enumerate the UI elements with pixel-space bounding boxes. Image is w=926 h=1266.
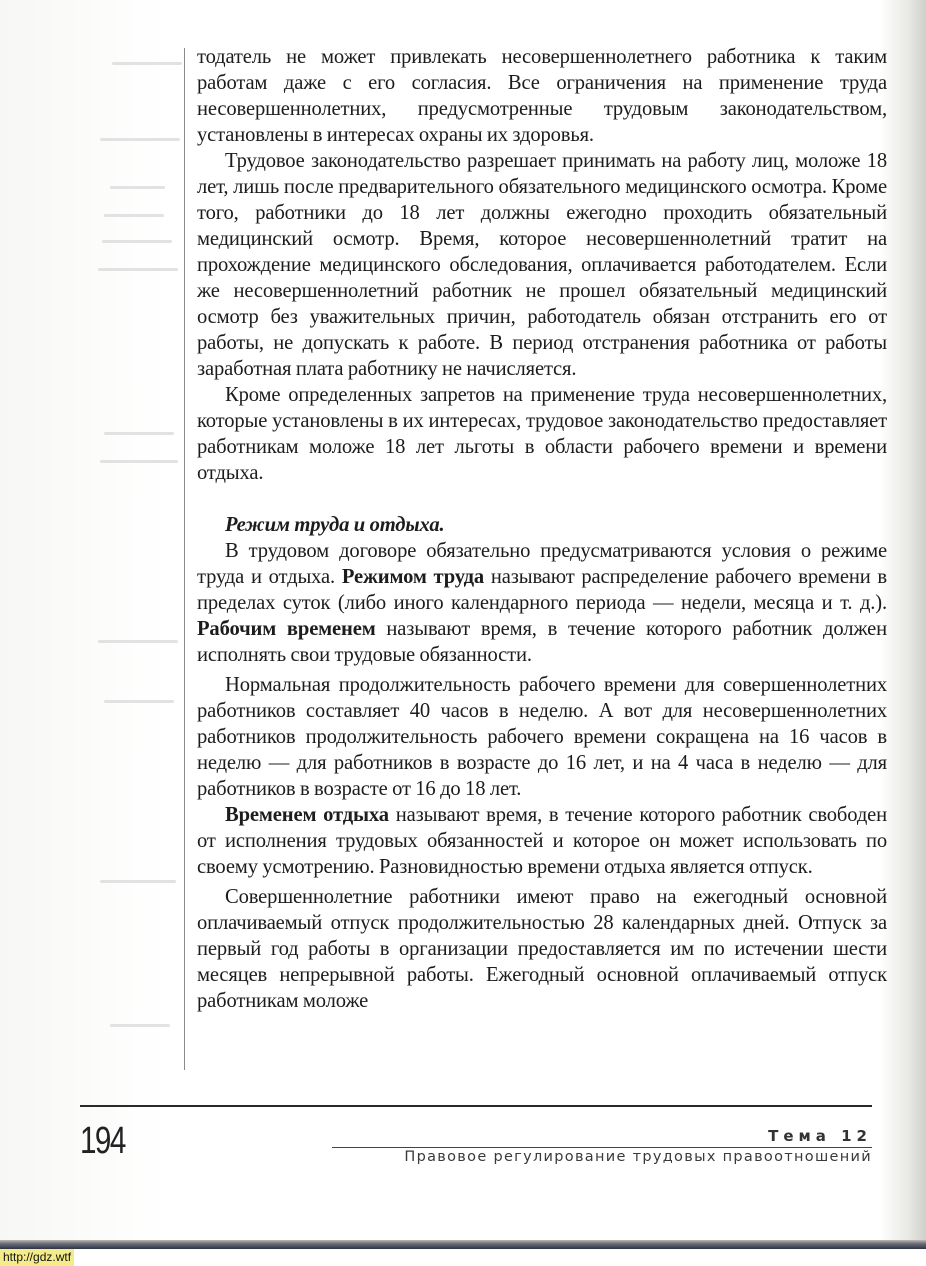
watermark-link[interactable]: http://gdz.wtf [0, 1249, 74, 1266]
bleed-through-mark [98, 640, 178, 643]
running-head [332, 1127, 872, 1165]
section-gap [197, 486, 887, 512]
bleed-through-mark [98, 268, 178, 271]
footer-rule [80, 1105, 872, 1107]
body-text [197, 44, 887, 1014]
page-number: 194 [80, 1120, 125, 1162]
paragraph [197, 802, 887, 880]
margin-rule [184, 48, 185, 1070]
bleed-through-mark [102, 240, 172, 243]
text-run: Трудовое законодательство разрешает принимать на работу лиц, моложе 18 лет, лишь после предварительного обязательного медицинского осмотра. Кроме того, работники до 18 лет должны ежегодно проходить обязательный медицинский осмотр. Время, которое несовершеннолетний тратит на прохождение медицинского обследования, оплачивается работодателем. Если же несовершеннолетний работник не прошел обязательный медицинский осмотр без уважительных причин, работодатель обязан отстранить его от работы, не допускать к работе. В период отстранения работника от работы заработная плата работнику не начисляется. [197, 150, 887, 380]
paragraph [197, 538, 887, 668]
text-run: Нормальная продолжительность рабочего времени для совершеннолетних работников составляет 40 часов в неделю. А вот для несовершеннолетних работников продолжительность рабочего времени сокращена на 16 часов в неделю — для работников в возрасте до 16 лет, и на 4 часа в неделю — для работников в возрасте от 16 до 18 лет. [197, 674, 887, 800]
paragraph [197, 44, 887, 148]
text-run: называют время, в течение которого работник должен исполнять свои трудовые обязанности. [197, 618, 887, 666]
bleed-through-mark [104, 432, 174, 435]
defined-term: Рабочим временем [197, 618, 376, 640]
bleed-through-mark [110, 1024, 170, 1027]
section-subheading: Режим труда и отдыха. [225, 514, 445, 536]
bleed-through-mark [110, 186, 165, 189]
text-run: Кроме определенных запретов на применение труда несовершеннолетних, которые установлены в их интересах, трудовое законодательство предоставляет работникам моложе 18 лет льготы в области рабочего времени и времени отдыха. [197, 384, 887, 484]
paragraph [197, 148, 887, 382]
bleed-through-mark [104, 700, 174, 703]
bleed-through-mark [104, 214, 164, 217]
topic-label: Тема 12 [768, 1127, 872, 1145]
paragraph [197, 884, 887, 1014]
topic-title: Правовое регулирование трудовых правоотношений [404, 1149, 872, 1165]
bleed-through-mark [100, 138, 180, 141]
text-run: тодатель не может привлекать несовершеннолетнего работника к таким работам даже с его согласия. Все ограничения на применение труда несовершеннолетних, предусмотренные трудовым законодательством, установлены в интересах охраны их здоровья. [197, 46, 887, 146]
bleed-through-mark [100, 460, 178, 463]
paragraph [197, 672, 887, 802]
bleed-through-mark [112, 62, 182, 65]
defined-term: Временем отдыха [225, 804, 389, 826]
defined-term: Режимом труда [341, 566, 485, 588]
text-run: называют время, в течение которого работник свободен от исполнения трудовых обязанностей и которое он может использовать по своему усмотрению. Разновидностью времени отдыха является отпуск. [197, 804, 888, 878]
text-run: В трудовом договоре обязательно предусматриваются условия о режиме труда и отдыха. [197, 540, 887, 588]
text-run: называют распределение рабочего времени в пределах суток (либо иного календарного периода — недели, месяца и т. д.). [197, 566, 887, 614]
bleed-through-mark [100, 880, 176, 883]
scan-edge-bar [0, 1240, 926, 1249]
text-run: Совершеннолетние работники имеют право на ежегодный основной оплачиваемый отпуск продолжительностью 28 календарных дней. Отпуск за первый год работы в организации предоставляется им по истечении шести месяцев непрерывной работы. Ежегодный основной оплачиваемый отпуск работникам моложе [197, 886, 887, 1012]
paragraph [197, 382, 887, 486]
